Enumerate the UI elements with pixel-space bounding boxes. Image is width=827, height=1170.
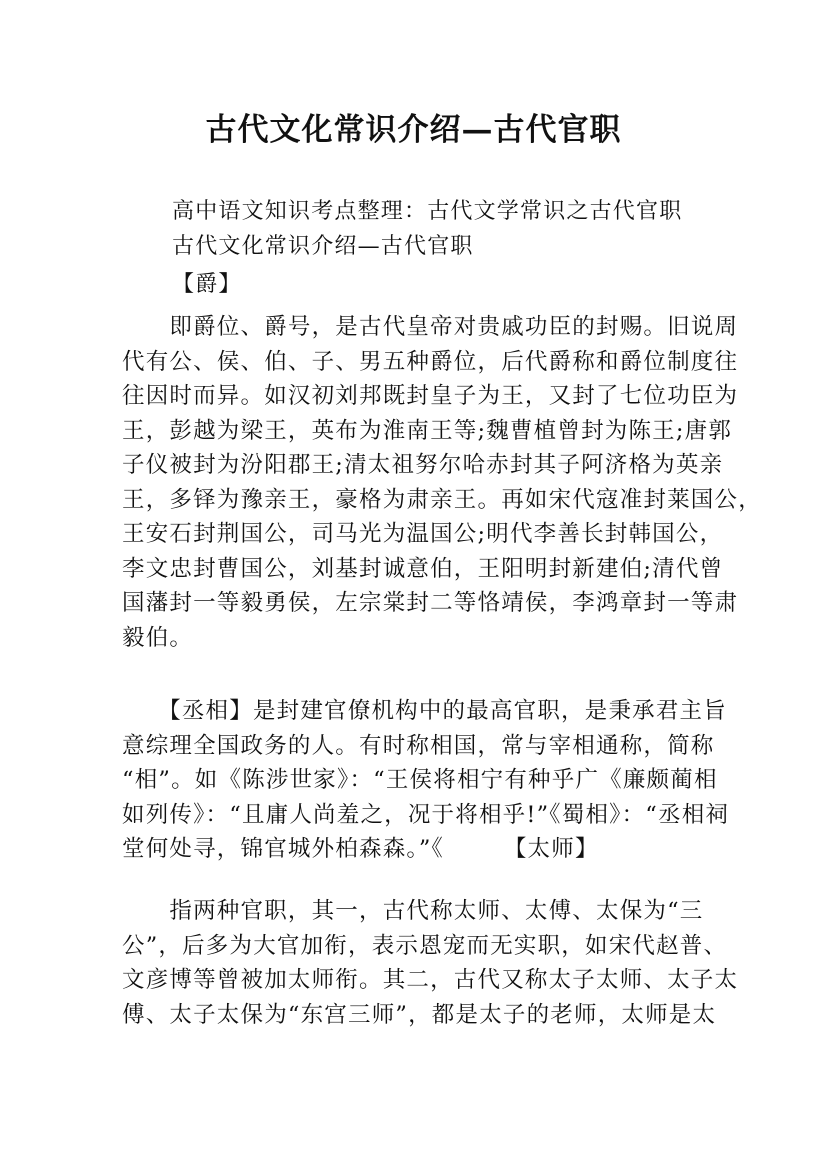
- subtitle-line-1: 高中语文知识考点整理：古代文学常识之古代官职: [172, 199, 683, 224]
- paragraph-line: 王，彭越为梁王，英布为淮南王等;魏曹植曾封为陈王;唐郭: [122, 417, 733, 444]
- paragraph-line: 指两种官职，其一，古代称太师、太傅、太保为“三: [122, 898, 704, 924]
- paragraph-line: “相”。如《陈涉世家》：“王侯将相宁有种乎广《廉颇蔺相: [122, 767, 718, 793]
- paragraph-line: 子仪被封为汾阳郡王;清太祖努尔哈赤封其子阿济格为英亲: [122, 452, 724, 478]
- paragraph-line: 代有公、侯、伯、子、男五种爵位，后代爵称和爵位制度往: [122, 348, 739, 375]
- subtitle-line-2: 古代文化常识介绍—古代官职: [172, 234, 474, 259]
- paragraph-chengxiang: [122, 694, 730, 867]
- document-title: 古代文化常识介绍—古代官职: [205, 112, 622, 148]
- paragraph-taishi: [122, 894, 739, 1032]
- paragraph-line: 意综理全国政务的人。有时称相国，常与宰相通称，简称: [122, 732, 715, 759]
- paragraph-line: 傅、太子太保为“东宫三师”，都是太子的老师，太师是太: [122, 1001, 717, 1028]
- paragraph-line: 国藩封一等毅勇侯，左宗棠封二等恪靖侯，李鸿章封一等肃: [122, 590, 739, 616]
- paragraph-line: 王安石封荆国公，司马光为温国公;明代李善长封韩国公，: [122, 521, 724, 547]
- paragraph-line: 李文忠封曹国公，刘基封诚意伯，王阳明封新建伯;清代曾: [122, 555, 724, 582]
- paragraph-line: 堂何处寻，锦官城外柏森森。”《 【太师】: [122, 836, 599, 862]
- paragraph-line: 【丞相】是封建官僚机构中的最高官职，是秉承君主旨: [122, 698, 727, 724]
- paragraph-line: 往因时而异。如汉初刘邦既封皇子为王，又封了七位功臣为: [122, 383, 739, 409]
- paragraph-line: 王，多铎为豫亲王，豪格为肃亲王。再如宋代寇准封莱国公，: [122, 486, 762, 513]
- paragraph-line: 文彦博等曾被加太师衔。其二，古代又称太子太师、太子太: [122, 967, 739, 993]
- paragraph-line: 公”，后多为大官加衔，表示恩宠而无实职，如宋代赵普、: [122, 932, 728, 959]
- paragraph-line: 毅伯。: [122, 624, 194, 651]
- paragraph-line: 如列传》：“且庸人尚羞之，况于将相乎!”《蜀相》：“丞相祠: [122, 801, 730, 828]
- heading-jue: 【爵】: [172, 272, 242, 297]
- paragraph-jue: [122, 310, 762, 655]
- paragraph-line: 即爵位、爵号，是古代皇帝对贵戚功臣的封赐。旧说周: [122, 314, 739, 340]
